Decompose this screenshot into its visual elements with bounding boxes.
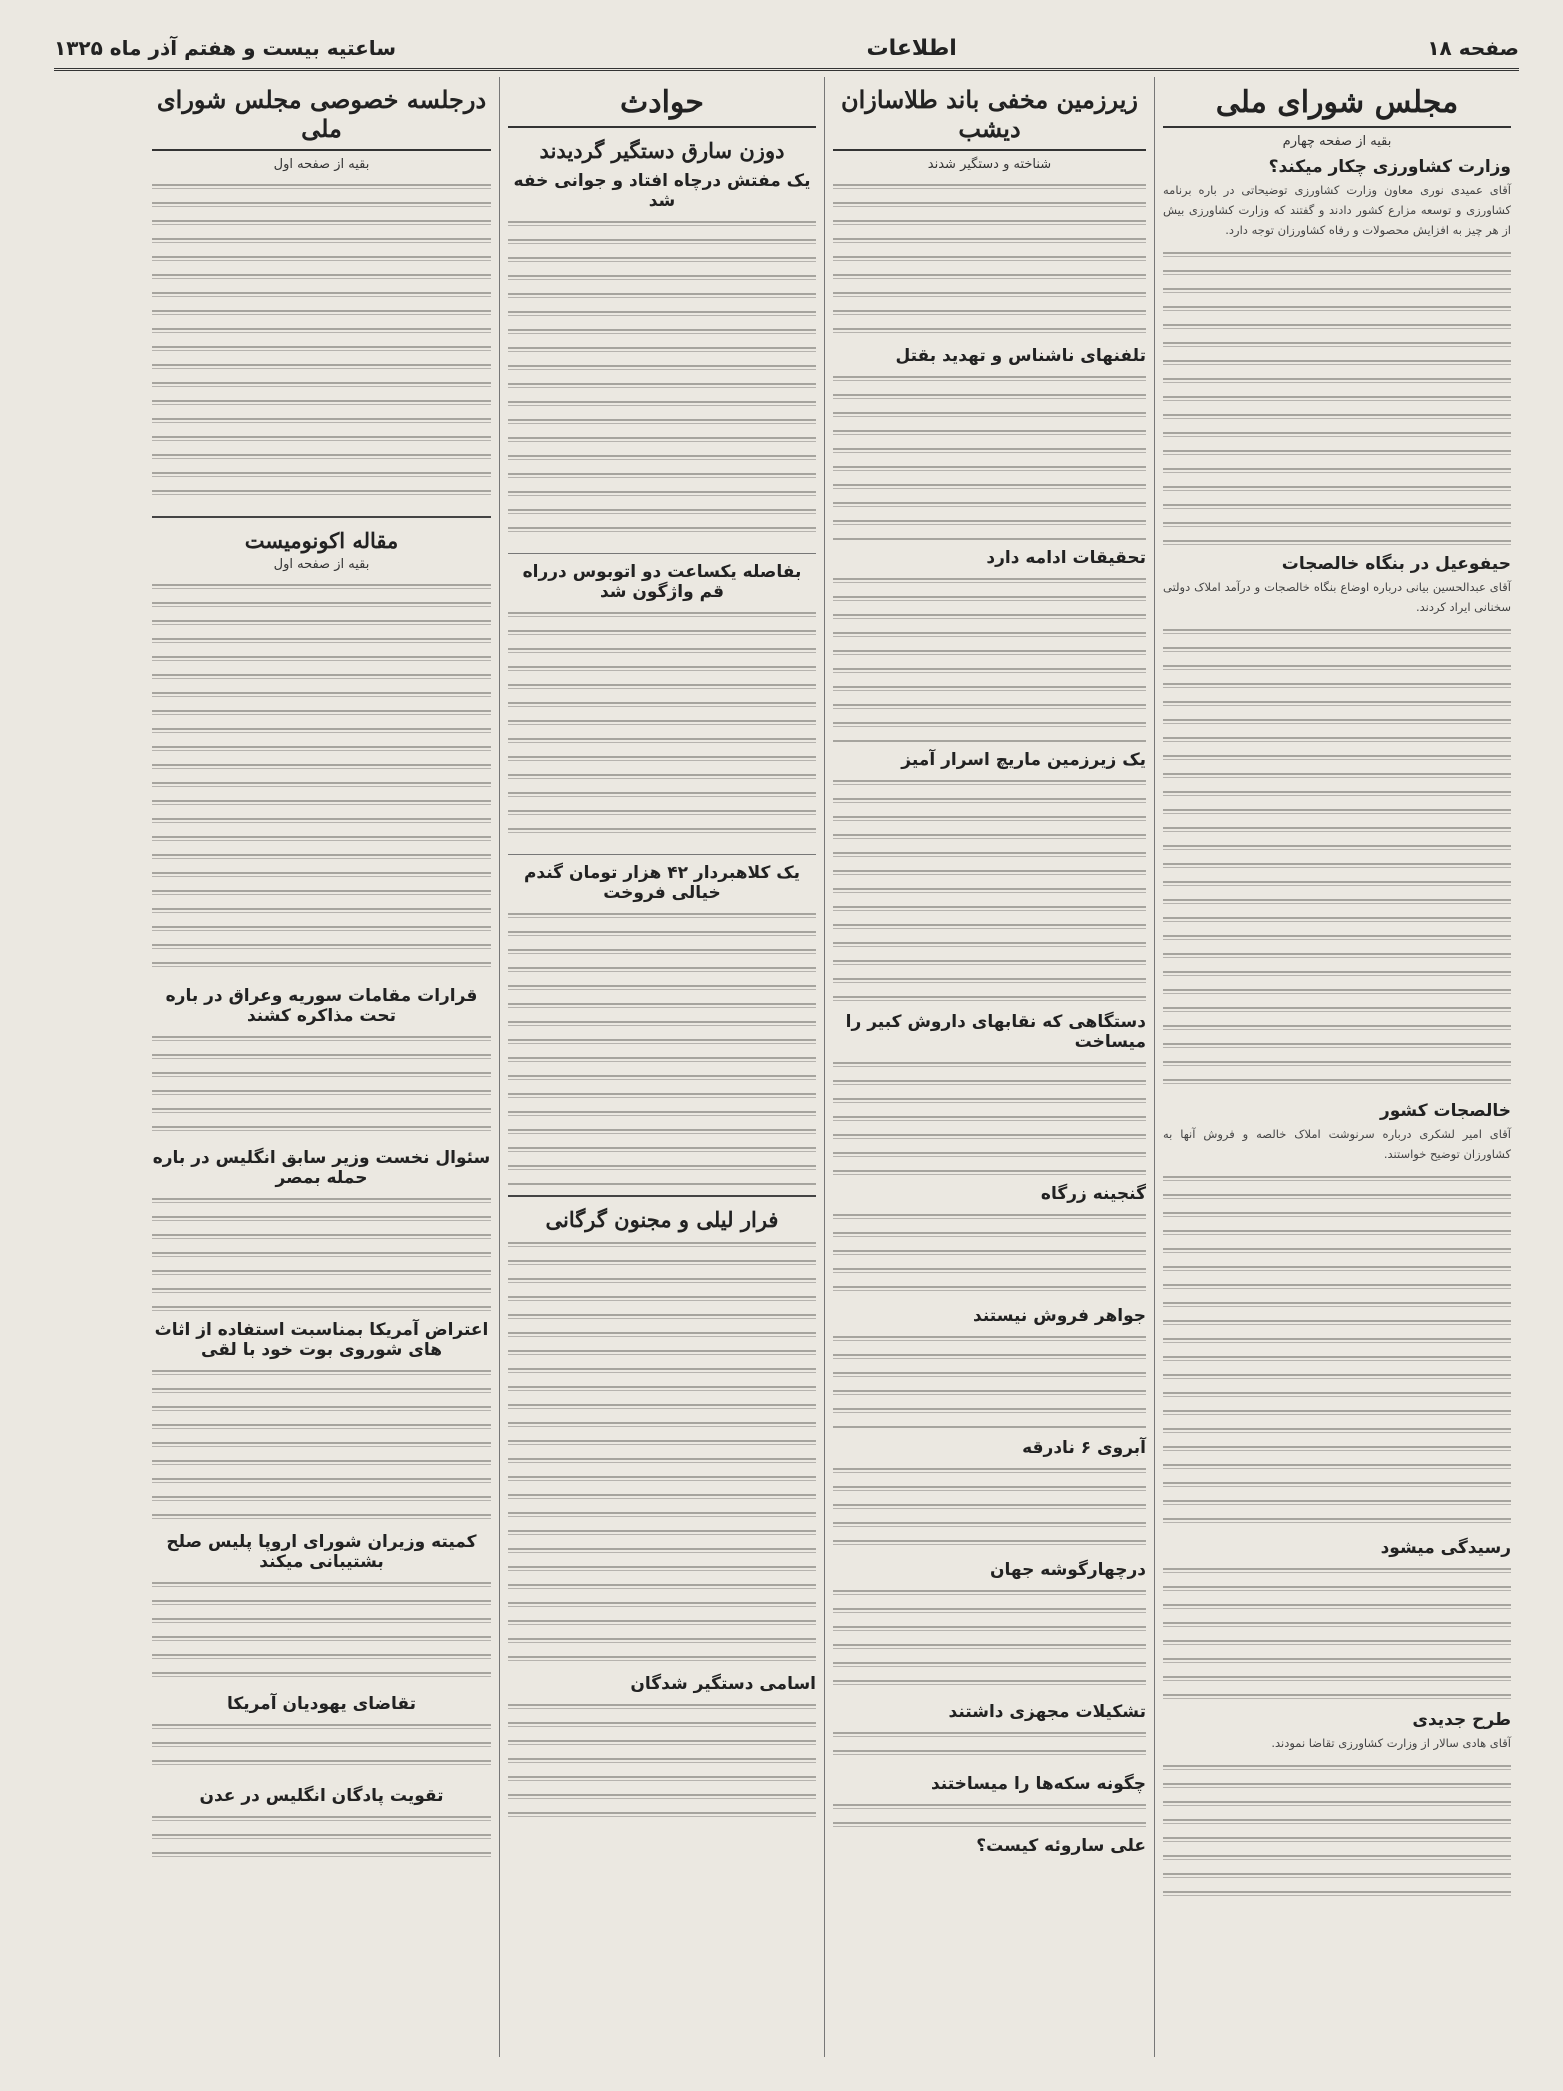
issue-date: ساعتیه بیست و هفتم آذر ماه ۱۳۲۵ <box>54 36 396 60</box>
text-block <box>1163 1759 1511 1909</box>
subhead: گنجینه زرگاه <box>1040 1184 1146 1204</box>
text-block <box>833 1462 1146 1552</box>
text-block <box>833 1798 1146 1828</box>
subhead: کمیته وزیران شورای اروپا پلیس صلح بشتیبانی میکند <box>166 1532 477 1572</box>
subhead: دستگاهی که نقابهای داروش کبیر را میساخت <box>845 1012 1146 1052</box>
subhead: علی ساروئه کیست؟ <box>976 1836 1146 1856</box>
headline-majlis: مجلس شورای ملی <box>1163 85 1511 128</box>
subhead: تلفنهای ناشناس و تهدید بقتل <box>895 346 1146 366</box>
subhead: بفاصله یکساعت دو اتوبوس درراه قم واژگون شد <box>522 562 802 602</box>
subhead-agriculture: وزارت کشاورزی چکار میکند؟ <box>1268 157 1511 177</box>
text-block <box>508 907 816 1187</box>
text-block <box>1163 1562 1511 1702</box>
subhead: قرارات مقامات سوریه وعراق در باره تحت مذاکره کشند <box>165 986 478 1026</box>
text-block <box>152 1364 491 1524</box>
text-block <box>833 178 1146 338</box>
text-block <box>152 1192 491 1312</box>
text-block <box>1163 246 1511 546</box>
subhead-economist: مقاله اکونومیست <box>244 528 399 553</box>
column-incidents <box>499 77 824 2057</box>
masthead <box>54 28 1519 71</box>
subhead: یک مفتش درچاه افتاد و جوانی خفه شد <box>513 171 811 211</box>
text-block <box>833 1584 1146 1694</box>
subhead: دوزن سارق دستگیر گردیدند <box>539 138 785 163</box>
paragraph: آقای امیر لشکری درباره سرنوشت املاک خالصه و فروش آنها به کشاورزان توضیح خواستند. <box>1163 1127 1511 1161</box>
subhead-lovers: فرار لیلی و مجنون گرگانی <box>545 1207 779 1232</box>
text-block <box>508 215 816 545</box>
column-gold-makers <box>824 77 1154 2057</box>
subhead: اعتراض آمریکا بمناسبت استفاده از اثاث های شوروی بوت خود با لقی <box>154 1320 489 1360</box>
column-majlis <box>1154 77 1519 2057</box>
text-block <box>508 1698 816 1818</box>
continued-note: بقیه از صفحه چهارم <box>1282 134 1392 149</box>
subhead: تقویت پادگان انگلیس در عدن <box>199 1786 444 1806</box>
text-block <box>833 774 1146 1004</box>
headline-gold-makers: زیرزمین مخفی باند طلاسازان دیشب <box>833 85 1146 151</box>
text-block <box>833 572 1146 742</box>
headline-incidents: حوادث <box>508 85 816 128</box>
column-private-session <box>144 77 499 2057</box>
text-block <box>833 1056 1146 1176</box>
text-block <box>1163 623 1511 1093</box>
text-block <box>833 370 1146 540</box>
text-block <box>152 1718 491 1778</box>
paragraph: آقای عمیدی نوری معاون وزارت کشاورزی توضیحاتی در باره برنامه کشاورزی و توسعه مزارع کشور دادند و گفتند که وزارت کشاورزی بیش از هر چیز به افزایش محصولات و رفاه کشاورزان توجه دارد. <box>1163 183 1511 237</box>
divider <box>508 553 816 554</box>
subhead-country-khalesejat: خالصجات کشور <box>1379 1101 1511 1121</box>
text-block <box>152 1030 491 1140</box>
text-block <box>152 1576 491 1686</box>
subhead: سئوال نخست وزیر سابق انگلیس در باره حمله بمصر <box>152 1148 491 1188</box>
paragraph: آقای هادی سالار از وزارت کشاورزی تقاضا نمودند. <box>1271 1736 1511 1750</box>
page-number: صفحه ۱۸ <box>1427 36 1519 60</box>
text-block <box>508 1236 816 1666</box>
newspaper-name: اطلاعات <box>866 35 957 61</box>
subhead: آبروی ۶ نادرقه <box>1022 1438 1146 1458</box>
subhead-new-plan: طرح جدیدی <box>1412 1710 1511 1730</box>
text-block <box>1163 1170 1511 1530</box>
text-block <box>152 178 491 508</box>
text-block <box>152 1810 491 1860</box>
subhead: درچهارگوشه جهان <box>989 1560 1146 1580</box>
subhead: یک کلاهبردار ۴۲ هزار تومان گندم خیالی فروخت <box>523 863 801 903</box>
divider <box>152 516 491 518</box>
subhead: تحقیقات ادامه دارد <box>986 548 1146 568</box>
headline-private-session: درجلسه خصوصی مجلس شورای ملی <box>152 85 491 151</box>
subhead: اسامی دستگیر شدگان <box>630 1674 816 1694</box>
text-block <box>833 1330 1146 1430</box>
continued-note: بقیه از صفحه اول <box>273 557 370 572</box>
continued-note: بقیه از صفحه اول <box>273 157 370 172</box>
text-block <box>152 578 491 978</box>
subhead: یک زیرزمین ماریچ اسرار آمیز <box>901 750 1146 770</box>
text-block <box>833 1726 1146 1766</box>
subhead-review: رسیدگی میشود <box>1380 1538 1511 1558</box>
subhead: تشکیلات مجهزی داشتند <box>948 1702 1146 1722</box>
columns <box>54 77 1519 2057</box>
paragraph: آقای عبدالحسین بیانی درباره اوضاع بنگاه خالصجات و درآمد املاک دولتی سخنانی ایراد کردند. <box>1163 580 1511 614</box>
subhead: جواهر فروش نیستند <box>973 1306 1146 1326</box>
divider <box>508 854 816 855</box>
divider <box>508 1195 816 1197</box>
subhead: چگونه سکه‌ها را میساختند <box>930 1774 1146 1794</box>
text-block <box>508 606 816 846</box>
subhead-khalesejat: حیفوعیل در بنگاه خالصجات <box>1281 554 1511 574</box>
text-block <box>833 1208 1146 1298</box>
subtitle: شناخته و دستگیر شدند <box>927 157 1052 172</box>
subhead: تقاضای یهودیان آمریکا <box>226 1694 417 1714</box>
